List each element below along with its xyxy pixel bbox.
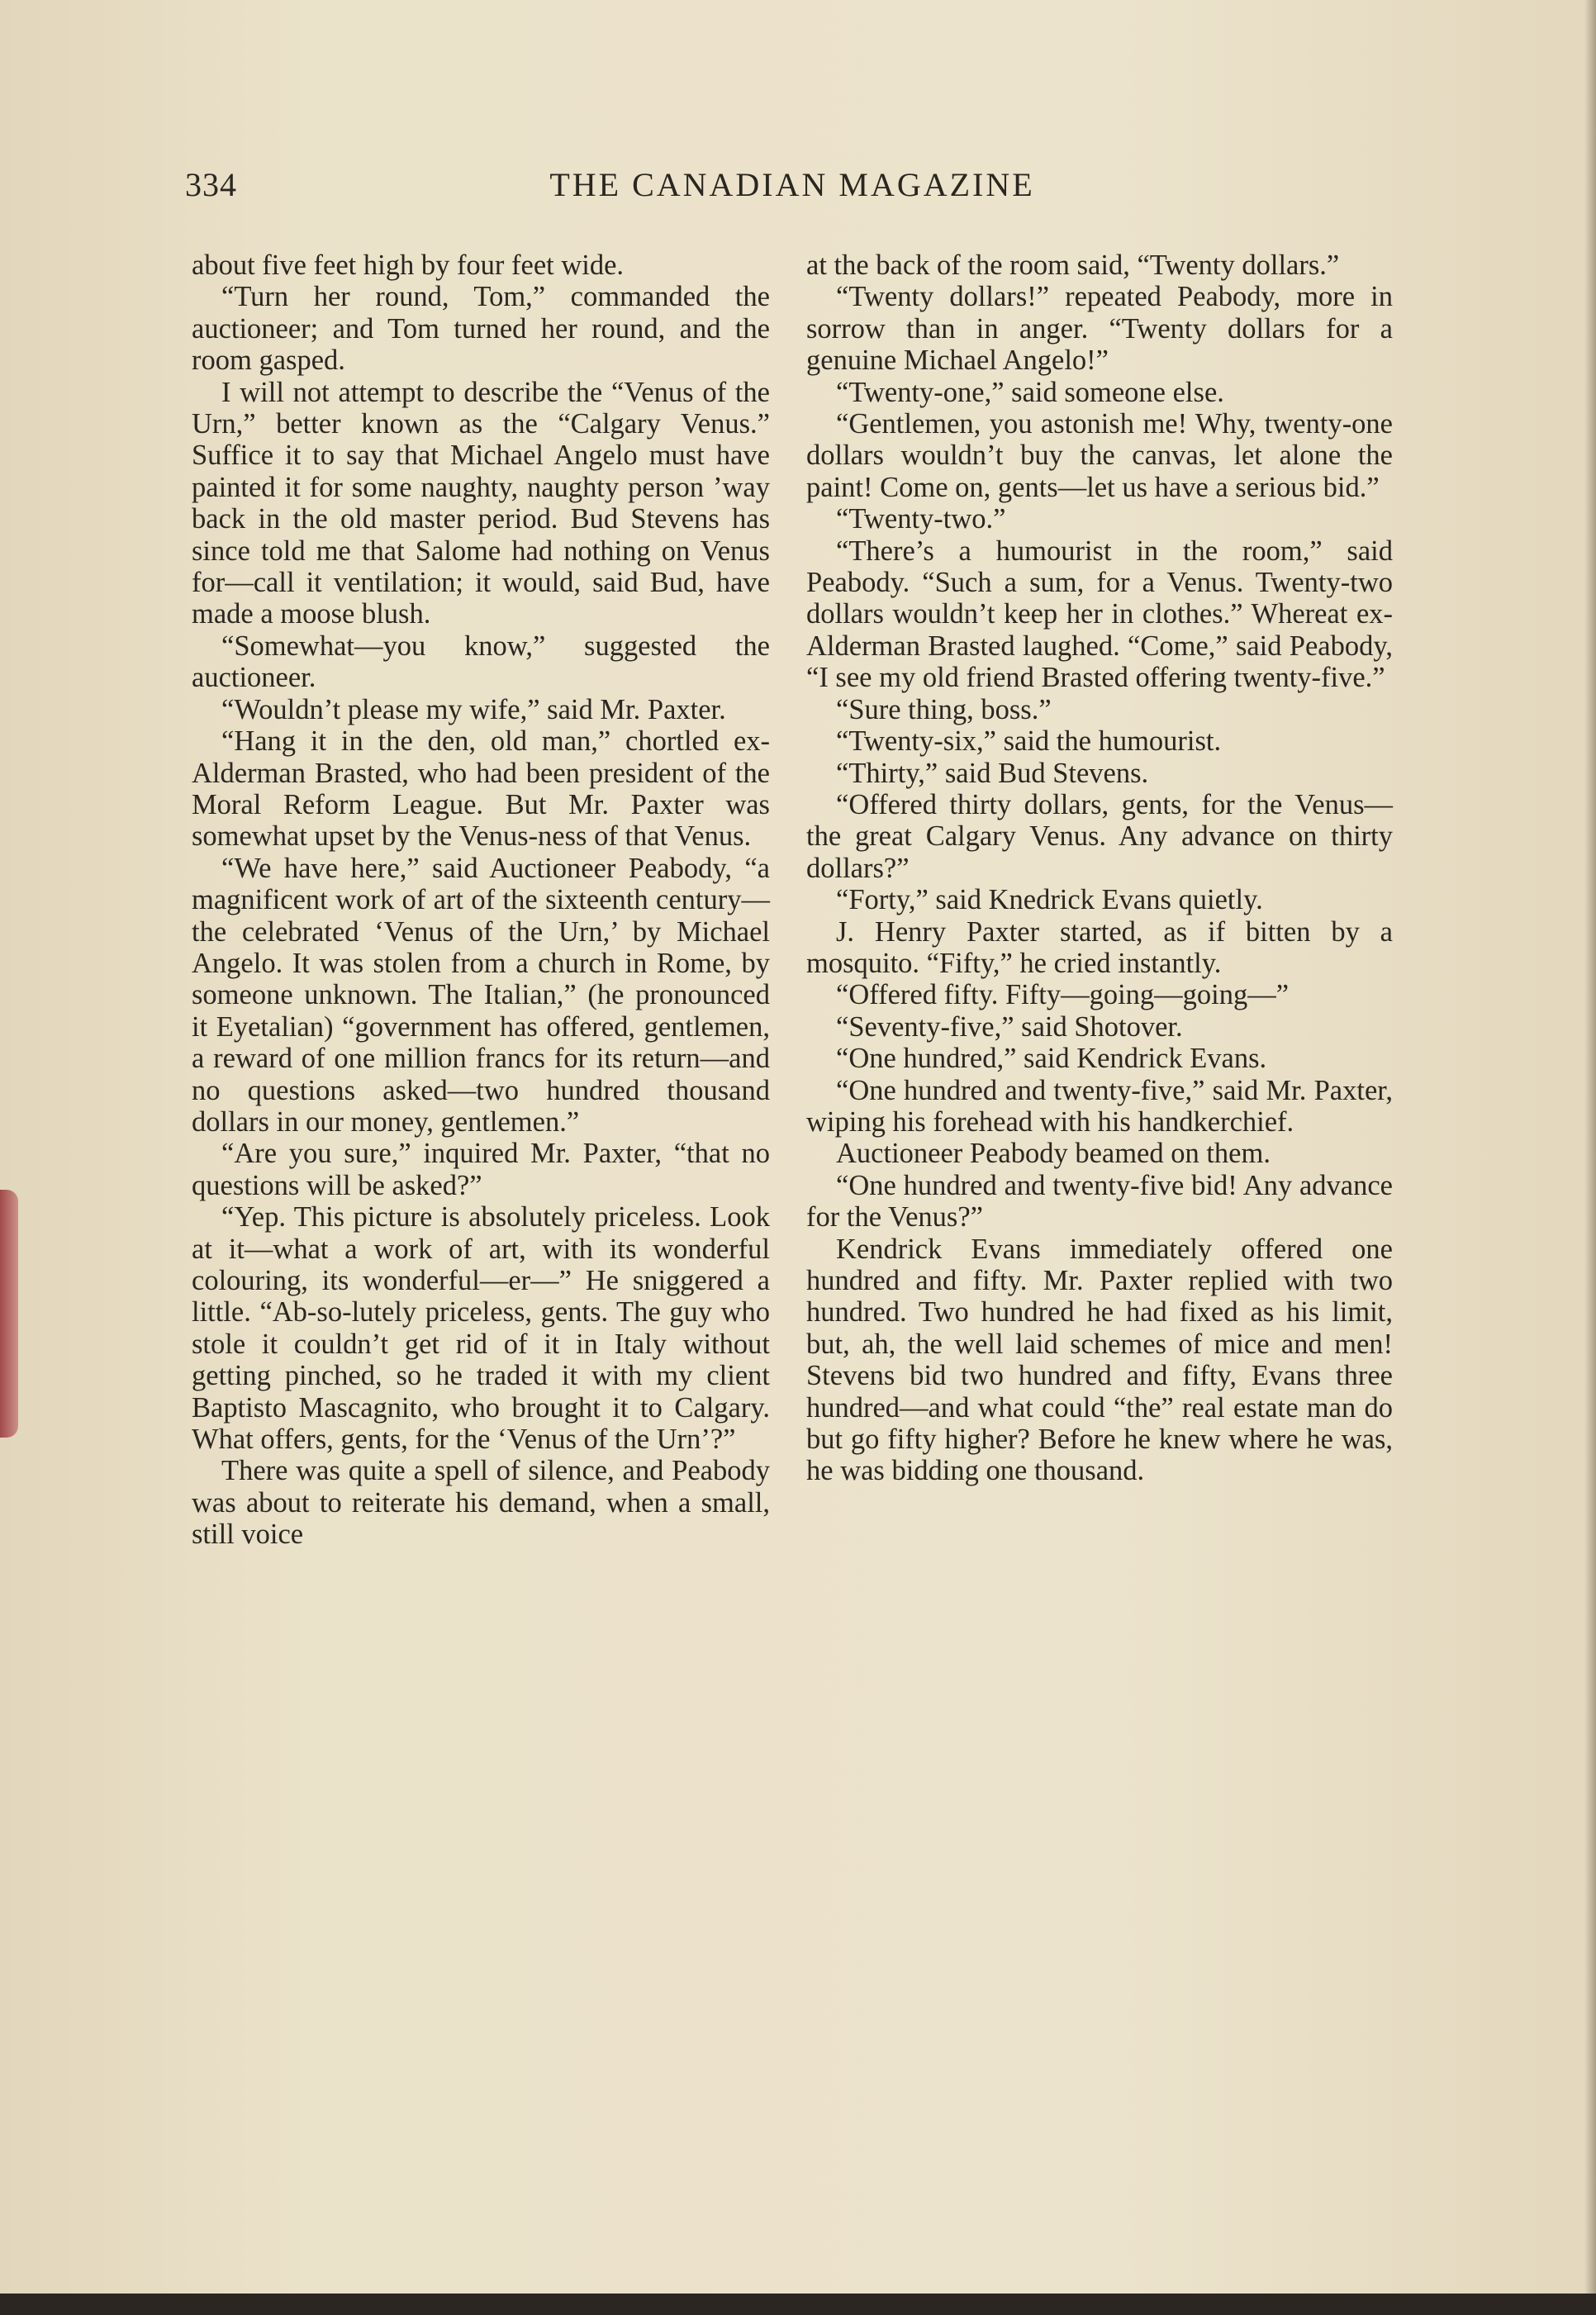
page-header [185,165,1399,215]
paragraph: “Yep. This picture is absolutely priceless. Look at it—what a work of art, with its wonderful colouring, its wonderful—er—” He sniggered a little. “Ab-so-lutely priceless, gents. The guy who stole it couldn’t get rid of it in Italy without getting pinched, so he traded it with my client Baptisto Mascagnito, who brought it to Calgary. What offers, gents, for the ‘Venus of the Urn’?” [192,1201,770,1456]
paragraph: “Gentlemen, you astonish me! Why, twenty-one dollars wouldn’t buy the canvas, let alone the paint! Come on, gents—let us have a serious bid.” [806,408,1393,503]
paragraph: “Are you sure,” inquired Mr. Paxter, “that no questions will be asked?” [192,1138,770,1201]
page-edge-shadow [1584,0,1596,2315]
paragraph: “Sure thing, boss.” [836,693,1052,725]
paragraph: There was quite a spell of silence, and Peabody was about to reiterate his demand, when a small, still voice [192,1455,770,1551]
paragraph: “One hundred and twenty-five,” said Mr. Paxter, wiping his forehead with his handkerchief. [806,1074,1393,1138]
paragraph: “Twenty-six,” said the humourist. [836,725,1222,758]
paragraph: “Offered fifty. Fifty—going—going—” [836,979,1290,1011]
paragraph: “We have here,” said Auctioneer Peabody, “a magnificent work of art of the sixteenth century—the celebrated ‘Venus of the Urn,’ by Michael Angelo. It was stolen from a church in Rome, by someone unknown. The Italian,” (he pronounced it Eyetalian) “government has offered, gentlemen, a reward of one million francs for its return—and no questions asked—two hundred thousand dollars in our money, gentlemen.” [192,852,770,1138]
paragraph: “Seventy-five,” said Shotover. [836,1010,1183,1043]
running-title: THE CANADIAN MAGAZINE [549,166,1035,203]
paragraph: “One hundred and twenty-five bid! Any advance for the Venus?” [806,1169,1393,1234]
paragraph: at the back of the room said, “Twenty dollars.” [806,250,1340,281]
paragraph: “Turn her round, Tom,” commanded the auctioneer; and Tom turned her round, and the room gasped. [192,281,770,377]
paragraph: “There’s a humourist in the room,” said Peabody. “Such a sum, for a Venus. Twenty-two dollars wouldn’t keep her in clothes.” Whereat ex-Alderman Brasted laughed. “Come,” said Peabody, “I see my old friend Brasted offering twenty-five.” [806,535,1393,694]
paragraph: Auctioneer Peabody beamed on them. [836,1138,1271,1170]
paragraph: about five feet high by four feet wide. [192,250,625,281]
paragraph: “Twenty-one,” said someone else. [836,376,1224,408]
paragraph: “One hundred,” said Kendrick Evans. [836,1043,1267,1075]
scan-bottom-edge [0,2294,1596,2315]
paragraph: Kendrick Evans immediately offered one hundred and fifty. Mr. Paxter replied with two hundred. Two hundred he had fixed as his limit, but, ah, the well laid schemes of mice and men! Stevens bid two hundred and fifty, Evans three hundred—and what could “the” real estate man do but go fifty higher? Before he knew where he was, he was bidding one thousand. [806,1233,1393,1487]
paragraph: “Twenty-two.” [836,503,1006,535]
paragraph: J. Henry Paxter started, as if bitten by a mosquito. “Fifty,” he cried instantly. [806,915,1393,979]
page-edge-tab [0,1190,18,1438]
paragraph: I will not attempt to describe the “Venus of the Urn,” better known as the “Calgary Venus.” Suffice it to say that Michael Angelo must have painted it for some naughty, naughty person ’way back in the old master period. Bud Stevens has since told me that Salome had nothing on Venus for—call it ventilation; it would, said Bud, have made a moose blush. [192,376,770,630]
page-number: 334 [185,166,237,203]
paragraph: “Offered thirty dollars, gents, for the Venus—the great Calgary Venus. Any advance on thirty dollars?” [806,788,1393,884]
paragraph: “Thirty,” said Bud Stevens. [836,757,1149,789]
paragraph: “Somewhat—you know,” suggested the auctioneer. [192,630,770,694]
paragraph: “Forty,” said Knedrick Evans quietly. [836,884,1263,916]
left-column [192,250,770,1551]
paragraph: “Twenty dollars!” repeated Peabody, more in sorrow than in anger. “Twenty dollars for a genuine Michael Angelo!” [806,281,1393,377]
right-column [806,250,1393,1487]
paragraph: “Wouldn’t please my wife,” said Mr. Paxter. [221,693,726,725]
paragraph: “Hang it in the den, old man,” chortled ex-Alderman Brasted, who had been president of the Moral Reform League. But Mr. Paxter was somewhat upset by the Venus-ness of that Venus. [192,725,770,853]
